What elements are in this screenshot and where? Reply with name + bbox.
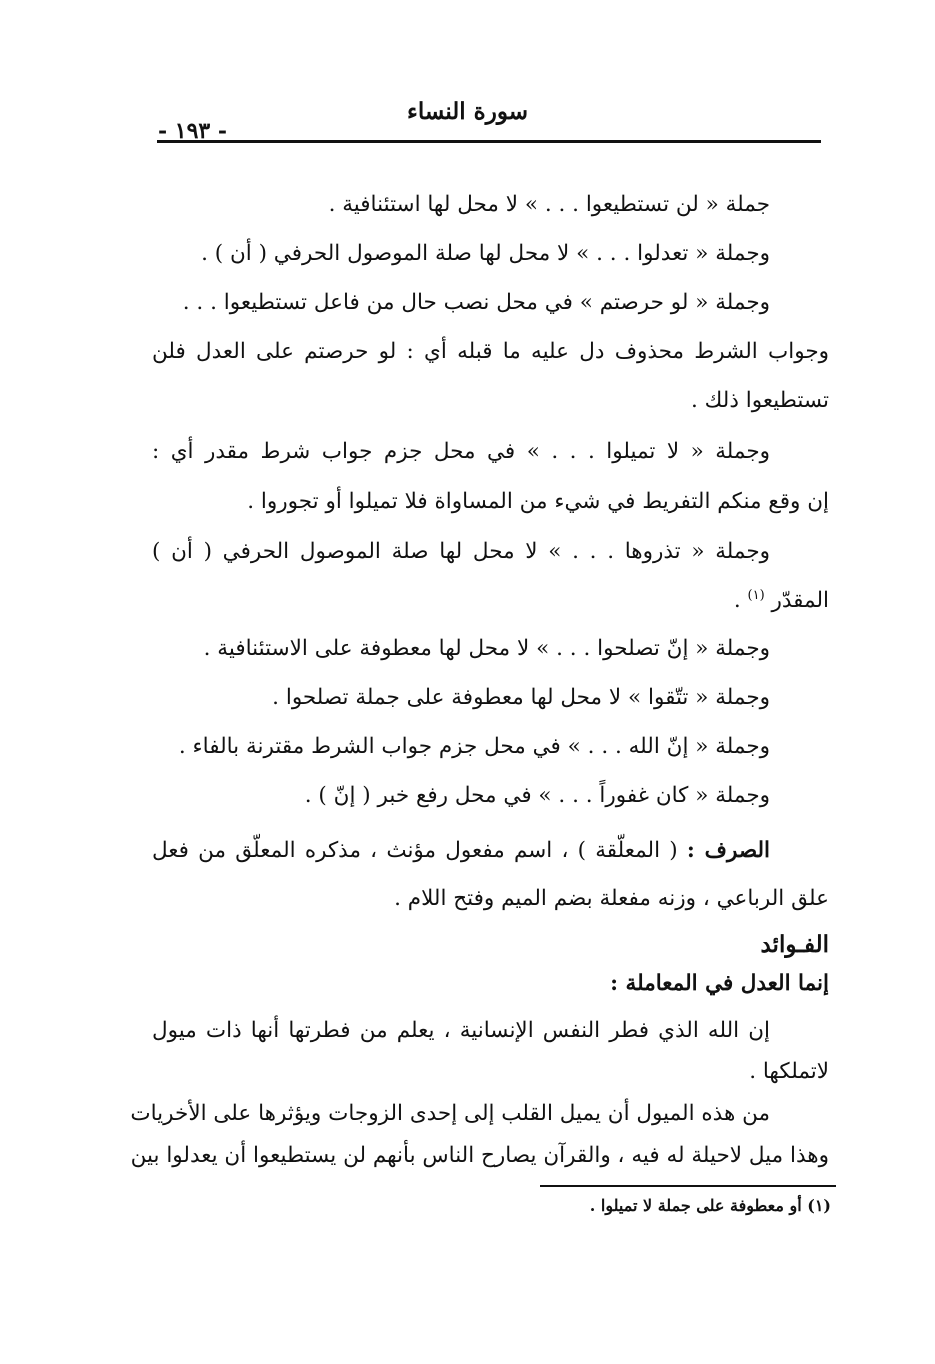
text-line: وجملة « إنّ الله . . . » في محل جزم جواب الشرط مقترنة بالفاء . (178, 734, 770, 759)
text-line: وجملة « تعدلوا . . . » لا محل لها صلة الموصول الحرفي ( أن ) . (201, 241, 770, 266)
footnote: (١) أو معطوفة على جملة لا تميلوا . (589, 1196, 831, 1215)
footnote-rule (540, 1185, 836, 1187)
surah-title: سورة النساء (407, 98, 528, 125)
text-line: وجملة « تتّقوا » لا محل لها معطوفة على جملة تصلحوا . (272, 685, 770, 710)
subheading: إنما العدل في المعاملة : (610, 971, 829, 996)
text-line: لاتملكها . (749, 1059, 829, 1084)
text-fragment: . (733, 588, 741, 614)
text-line: وجملة « تذروها . . . » لا محل لها صلة الموصول الحرفي ( أن ) (152, 539, 770, 564)
text-line: وهذا ميل لاحيلة له فيه ، والقرآن يصارح الناس بأنهم لن يستطيعوا أن يعدلوا بين (130, 1143, 829, 1168)
header-rule (157, 140, 821, 143)
text-line: إن وقع منكم التفريط في شيء من المساواة فلا تميلوا أو تجوروا . (247, 489, 829, 514)
footnote-marker: (١) (747, 588, 765, 603)
text-line: تستطيعوا ذلك . (691, 388, 829, 413)
text-line (734, 589, 829, 612)
text-fragment: ( المعلّقة ) ، اسم مفعول مؤنث ، مذكره المعلّق من فعل (152, 838, 678, 863)
section-heading: الفـوائد (760, 931, 829, 958)
text-line: وجملة « لا تميلوا . . . » في محل جزم جواب شرط مقدر أي : (152, 439, 770, 464)
text-line: وجملة « إنّ تصلحوا . . . » لا محل لها معطوفة على الاستئنافية . (203, 636, 770, 661)
text-line: وجملة « لو حرصتم » في محل نصب حال من فاعل تستطيعوا . . . (182, 290, 770, 315)
sarf-label: الصرف : (686, 838, 770, 863)
text-line: من هذه الميول أن يميل القلب إلى إحدى الزوجات ويؤثرها على الأخريات (130, 1101, 770, 1126)
text-line: وجواب الشرط محذوف دل عليه ما قبله أي : لو حرصتم على العدل فلن (152, 339, 829, 364)
page-number: - ١٩٣ - (158, 118, 228, 144)
text-line: إن الله الذي فطر النفس الإنسانية ، يعلم من فطرتها أنها ذات ميول (152, 1018, 770, 1043)
text-fragment: المقدّر (771, 588, 829, 614)
text-line: جملة « لن تستطيعوا . . . » لا محل لها استئنافية . (328, 192, 770, 217)
text-line: وجملة « كان غفوراً . . . » في محل رفع خبر ( إنّ ) . (304, 783, 770, 808)
text-line: علق الرباعي ، وزنه مفعلة بضم الميم وفتح اللام . (394, 886, 829, 911)
text-line (152, 840, 770, 862)
